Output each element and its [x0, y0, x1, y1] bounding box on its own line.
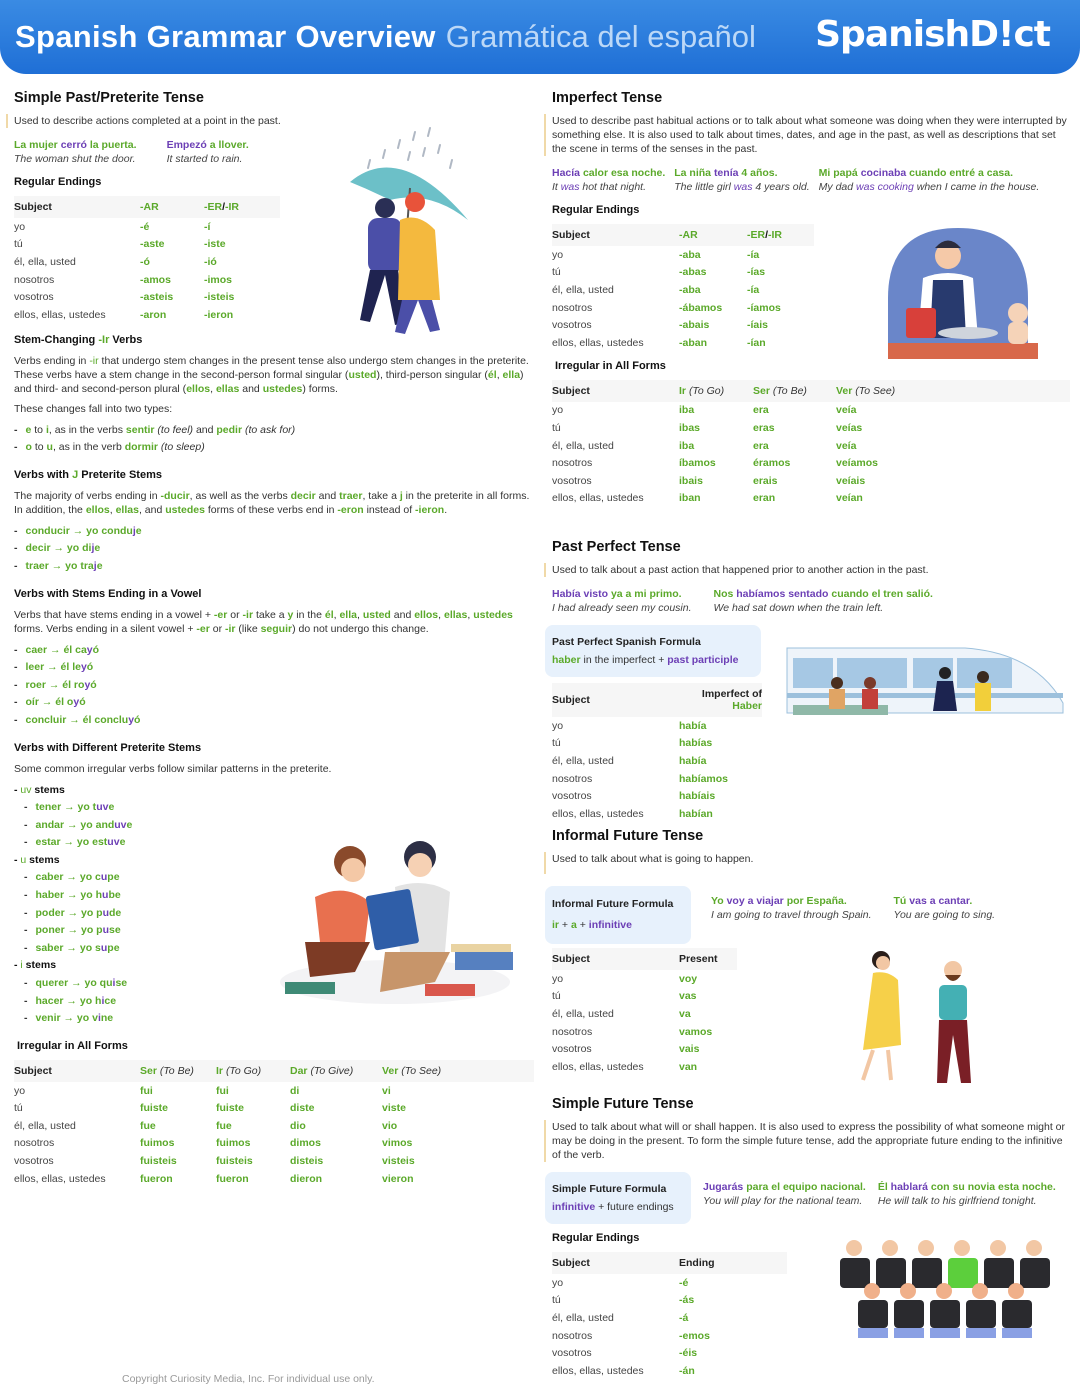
section-description: Used to talk about a past action that happened prior to another action in the past.	[544, 563, 1072, 577]
example: Nos habíamos sentado cuando el tren salió. We had sat down when the train left.	[713, 588, 933, 614]
example: Jugarás para el equipo nacional. You will play for the national team.	[703, 1181, 866, 1207]
examples	[552, 166, 1072, 194]
subsection-title: Verbs with Stems Ending in a Vowel	[14, 587, 202, 600]
examples	[703, 1180, 1056, 1208]
stem-group-label: - i stems	[14, 959, 57, 972]
list-item: - venir → yo vine	[14, 1010, 534, 1028]
subsection-title: Regular Endings	[14, 176, 102, 188]
j-text: The majority of verbs ending in -ducir, as well as the verbs decir and traer, take a j in the preterite in all forms. In addition, the ellos, ellas, and ustedes forms of these verbs end in -eron instead of -ieron.	[14, 489, 530, 516]
list-item: - haber → yo hube	[14, 887, 534, 905]
subsection-title: Verbs with J Preterite Stems	[14, 468, 162, 481]
stem-ir-types: These changes fall into two types:	[14, 402, 173, 415]
list-item: - oír → él oyó	[14, 694, 534, 712]
list-item: - saber → yo supe	[14, 940, 534, 958]
examples	[552, 587, 1072, 615]
list-item: - e to i, as in the verbs sentir (to feel) and pedir (to ask for)	[14, 422, 534, 440]
section-description: Used to talk about what will or shall happen. It is also used to express the possibility of what someone might or may be doing in the present. To form the simple future tense, add the appropriate future ending to the infinitive of the verb.	[544, 1120, 1072, 1162]
couple-singing-illustration	[843, 945, 993, 1085]
copyright-footer: Copyright Curiosity Media, Inc. For individual use only.	[122, 1373, 375, 1385]
informal-future-formula-box: Informal Future Formula ir + a + infinitive	[545, 886, 691, 944]
list-item: - querer → yo quise	[14, 975, 534, 993]
list-item: - poner → yo puse	[14, 922, 534, 940]
section-title: Simple Future Tense	[552, 1096, 694, 1112]
list-item: - poder → yo pude	[14, 905, 534, 923]
section-description: Used to describe past habitual actions or to talk about what someone was doing when they were interrupted by something else. It is also used to talk about times, dates, and age in the past, as well as descriptions that set the scene in terms of the senses in the past.	[544, 114, 1072, 156]
diff-text: Some common irregular verbs follow similar patterns in the preterite.	[14, 762, 332, 775]
stem-ir-list	[14, 422, 534, 457]
preterite-regular-table: Subject -AR -ER/-IR yo -é -í tú -aste -iste él, ella, usted -ó -ió nosotros -amos -imos vosotros -asteis -isteis ellos, ellas, ustedes -aron -ieron	[14, 196, 280, 324]
list-item: - hacer → yo hice	[14, 993, 534, 1011]
page-title: Spanish Grammar Overview	[15, 19, 436, 54]
stem-group-label: - u stems	[14, 853, 60, 866]
father-cooking-illustration	[868, 218, 1043, 363]
list-item: - andar → yo anduve	[14, 817, 534, 835]
example: Empezó a llover. It started to rain.	[166, 139, 249, 165]
section-description: Used to talk about what is going to happen.	[544, 852, 1072, 874]
subsection-title: Regular Endings	[552, 204, 640, 216]
subsection-title: Irregular in All Forms	[555, 359, 666, 372]
list-item: - caber → yo cupe	[14, 869, 534, 887]
list-item: - decir → yo dije	[14, 540, 534, 558]
soccer-team-illustration	[832, 1236, 1052, 1356]
list-item: - leer → él leyó	[14, 659, 534, 677]
subsection-title: Irregular in All Forms	[17, 1039, 128, 1052]
imperfect-irregular-table: Subject Ir (To Go) Ser (To Be) Ver (To See) yo iba era veía tú ibas eras veías él, ella, usted iba era veía nosotros íbamos éramos veíamos vosotros ibais erais veíais ellos, ellas, ustedes iban eran veían	[552, 380, 1070, 508]
list-item: - roer → él royó	[14, 677, 534, 695]
example: La mujer cerró la puerta. The woman shut the door.	[14, 139, 137, 165]
formula-and-examples	[552, 1172, 1072, 1224]
example: La niña tenía 4 años. The little girl was 4 years old.	[674, 167, 810, 193]
section-description: Used to describe actions completed at a point in the past.	[6, 114, 534, 128]
section-title: Imperfect Tense	[552, 90, 663, 106]
example: Había visto ya a mi primo. I had already seen my cousin.	[552, 588, 692, 614]
subsection-title: Stem-Changing -Ir Verbs	[14, 333, 143, 346]
example: Tú vas a cantar. You are going to sing.	[893, 895, 996, 921]
example: Mi papá cocinaba cuando entré a casa. My dad was cooking when I came in the house.	[818, 167, 1040, 193]
example: Él hablará con su novia esta noche. He will talk to his girlfriend tonight.	[877, 1181, 1056, 1207]
simple-future-formula-box: Simple Future Formula infinitive + future endings	[545, 1172, 691, 1224]
page-header	[0, 0, 1080, 74]
past-perfect-table: Subject Imperfect of Haber yo había tú habías él, ella, usted había nosotros habíamos vosotros habíais ellos, ellas, ustedes habían	[552, 683, 762, 823]
stem-group-label: - uv stems	[14, 783, 65, 796]
formula-and-examples	[552, 886, 1072, 944]
preterite-irregular-table: Subject Ser (To Be) Ir (To Go) Dar (To Give) Ver (To See) yo fui fui di vi tú fuiste fuiste diste viste él, ella, usted fue fue dio vio nosotros fuimos fuimos dimos vimos vosotros fuisteis fuisteis disteis visteis ellos, ellas, ustedes fueron fueron dieron vieron	[14, 1060, 534, 1188]
examples	[711, 894, 995, 922]
list-item: - concluir → él concluyó	[14, 712, 534, 730]
imperfect-regular-table: Subject -AR -ER/-IR yo -aba -ía tú -abas -ías él, ella, usted -aba -ía nosotros -ábamos -íamos vosotros -abais -íais ellos, ellas, ustedes -aban -ían	[552, 224, 814, 352]
vowel-list	[14, 642, 534, 730]
subsection-title: Regular Endings	[552, 1232, 640, 1244]
simple-future-table: Subject Ending yo -é tú -ás él, ella, usted -á nosotros -emos vosotros -éis ellos, ellas, ustedes -án	[552, 1252, 787, 1380]
spanishdict-logo: SpanishD!ct	[815, 14, 1050, 55]
vowel-text: Verbs that have stems ending in a vowel + -er or -ir take a y in the él, ella, usted and ellos, ellas, ustedes forms. Verbs ending in a silent vowel + -er or -ir (like seguir) do not undergo this change.	[14, 608, 513, 635]
section-title: Past Perfect Tense	[552, 539, 681, 555]
example: Hacía calor esa noche. It was hot that night.	[552, 167, 666, 193]
section-title: Informal Future Tense	[552, 828, 704, 844]
list-item: - o to u, as in the verb dormir (to sleep)	[14, 439, 534, 457]
informal-future-table: Subject Present yo voy tú vas él, ella, usted va nosotros vamos vosotros vais ellos, ellas, ustedes van	[552, 948, 737, 1076]
list-item: - tener → yo tuve	[14, 799, 534, 817]
example: Yo voy a viajar por España. I am going to travel through Spain.	[711, 895, 872, 921]
j-list	[14, 523, 534, 576]
list-item: - conducir → yo conduje	[14, 523, 534, 541]
train-station-illustration	[785, 643, 1065, 733]
past-perfect-formula-box: Past Perfect Spanish Formula haber in the imperfect + past participle	[545, 625, 761, 677]
list-item: - estar → yo estuve	[14, 834, 534, 852]
couple-umbrella-illustration	[340, 120, 470, 340]
subsection-title: Verbs with Different Preterite Stems	[14, 741, 202, 754]
page-subtitle: Gramática del español	[445, 19, 756, 54]
section-title: Simple Past/Preterite Tense	[14, 90, 204, 106]
kids-reading-illustration	[275, 832, 515, 1007]
list-item: - traer → yo traje	[14, 558, 534, 576]
list-item: - caer → él cayó	[14, 642, 534, 660]
stem-ir-text: Verbs ending in -ir that undergo stem changes in the present tense also undergo stem changes in the preterite. These verbs have a stem change in the second-person formal singular (usted), third-person singular (él, ella) and third- and second-person plural (ellos, ellas and ustedes) forms.	[14, 354, 529, 395]
informal-future-section	[552, 828, 1072, 1076]
